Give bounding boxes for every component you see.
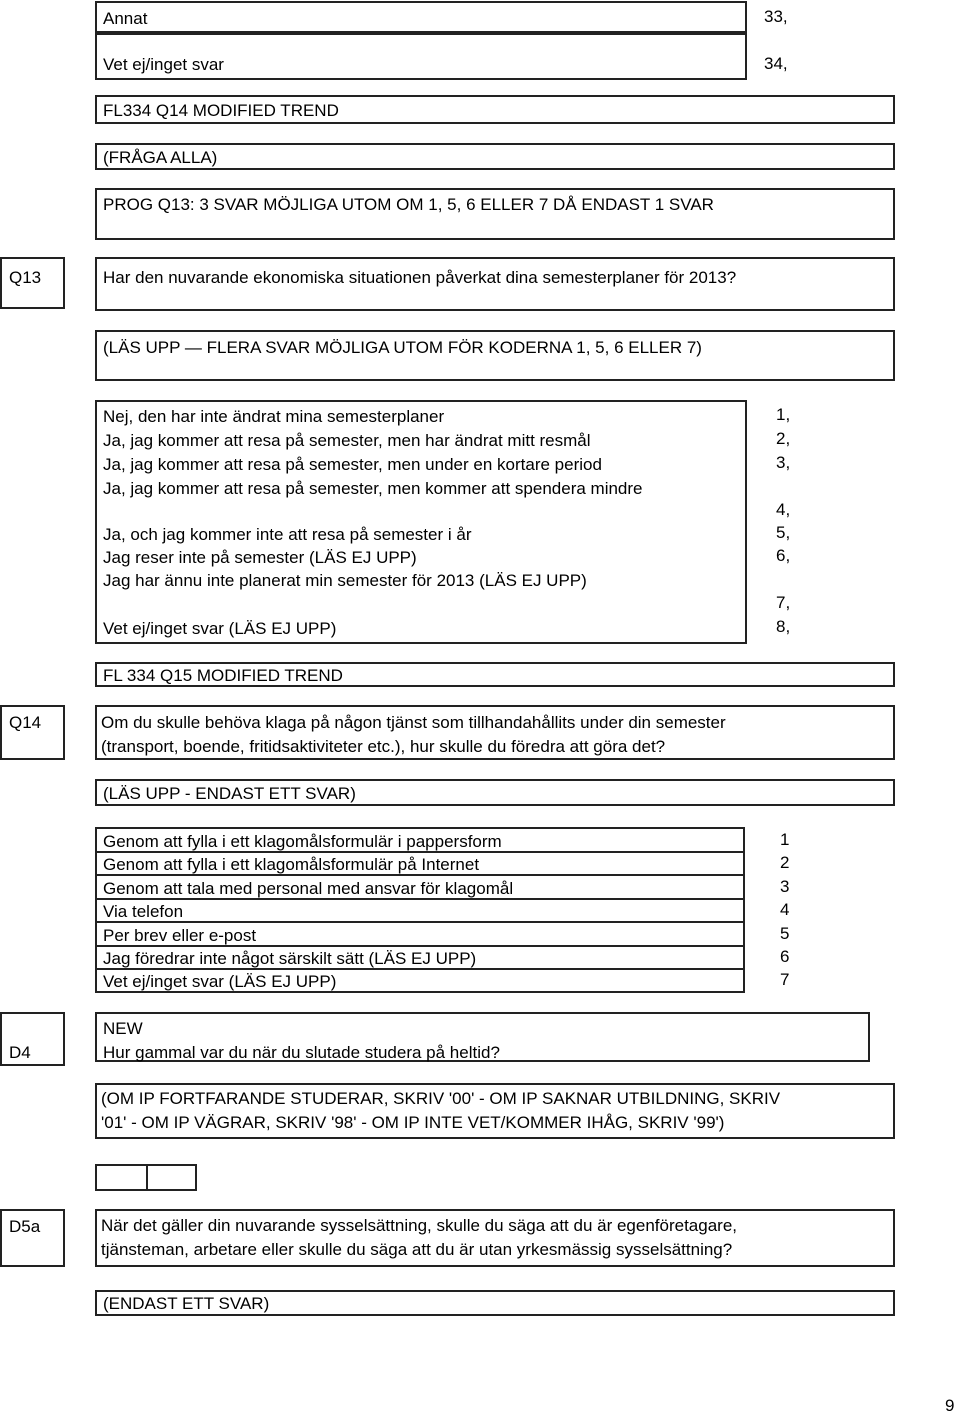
q13-instruction-box	[95, 330, 895, 381]
option-code: 1,	[776, 405, 791, 424]
q14-label-box	[0, 705, 65, 760]
option-code: 1	[780, 830, 790, 849]
d5a-question-box	[95, 1209, 895, 1267]
d5a-instruction-box	[95, 1290, 895, 1316]
option-text: Vet ej/inget svar (LÄS EJ UPP)	[103, 619, 337, 638]
option-code: 6	[780, 947, 790, 966]
option-code: 3	[780, 877, 790, 896]
page-number: 9	[945, 1396, 955, 1415]
option-text: Per brev eller e-post	[103, 926, 257, 945]
option-text: Jag har ännu inte planerat min semester för 2013 (LÄS EJ UPP)	[103, 571, 587, 590]
option-text: Vet ej/inget svar	[103, 55, 224, 74]
option-text: Annat	[103, 9, 148, 28]
option-text: Ja, jag kommer att resa på semester, men kommer att spendera mindre	[103, 479, 643, 498]
question-label: Q14	[9, 713, 42, 732]
row-divider	[95, 898, 745, 900]
question-text: Har den nuvarande ekonomiska situationen påverkat dina semesterplaner för 2013?	[103, 268, 737, 287]
row-divider	[95, 945, 745, 947]
q13-label-box	[0, 257, 65, 309]
age-digit-box-1[interactable]	[95, 1164, 148, 1191]
trend-text: FL334 Q14 MODIFIED TREND	[103, 101, 339, 120]
trend-text: FL 334 Q15 MODIFIED TREND	[103, 666, 343, 685]
option-code: 5	[780, 924, 790, 943]
d5a-label-box	[0, 1209, 65, 1267]
question-text: (transport, boende, fritidsaktiviteter etc.), hur skulle du föredra att göra det?	[101, 737, 666, 756]
option-code: 4,	[776, 500, 791, 519]
instruction-text: (OM IP FORTFARANDE STUDERAR, SKRIV '00' - OM IP SAKNAR UTBILDNING, SKRIV	[101, 1089, 781, 1108]
row-divider	[95, 874, 745, 876]
row-divider	[95, 851, 745, 853]
q14-question-box	[95, 705, 895, 760]
option-code: 7	[780, 970, 790, 989]
question-text: Hur gammal var du när du slutade studera på heltid?	[103, 1043, 500, 1062]
new-tag: NEW	[103, 1019, 143, 1038]
option-text: Jag föredrar inte något särskilt sätt (LÄS EJ UPP)	[103, 949, 477, 968]
prog-note	[95, 188, 895, 240]
option-code: 2	[780, 853, 790, 872]
d4-question-box	[95, 1012, 870, 1062]
ask-all-text: (FRÅGA ALLA)	[103, 148, 218, 167]
ask-all-note	[95, 143, 895, 170]
trend-header-1	[95, 95, 895, 124]
question-text: När det gäller din nuvarande sysselsättning, skulle du säga att du är egenföretagare,	[101, 1216, 738, 1235]
option-text: Jag reser inte på semester (LÄS EJ UPP)	[103, 548, 417, 567]
option-code: 6,	[776, 546, 791, 565]
option-text: Genom att fylla i ett klagomålsformulär på Internet	[103, 855, 480, 874]
option-code: 4	[780, 900, 790, 919]
option-text: Ja, jag kommer att resa på semester, men har ändrat mitt resmål	[103, 431, 591, 450]
option-text: Nej, den har inte ändrat mina semesterplaner	[103, 407, 445, 426]
d4-label-box	[0, 1012, 65, 1066]
option-text: Genom att fylla i ett klagomålsformulär i pappersform	[103, 832, 502, 851]
option-code: 33,	[764, 7, 788, 26]
option-text: Ja, och jag kommer inte att resa på semester i år	[103, 525, 472, 544]
question-label: D5a	[9, 1217, 41, 1236]
prog-text: PROG Q13: 3 SVAR MÖJLIGA UTOM OM 1, 5, 6 ELLER 7 DÅ ENDAST 1 SVAR	[103, 195, 714, 214]
q13-options-box	[95, 400, 747, 644]
option-code: 3,	[776, 453, 791, 472]
q13-question-box	[95, 257, 895, 311]
option-text: Via telefon	[103, 902, 184, 921]
d4-instruction-box	[95, 1083, 895, 1139]
age-digit-box-2[interactable]	[146, 1164, 197, 1191]
option-text: Ja, jag kommer att resa på semester, men under en kortare period	[103, 455, 602, 474]
trend-header-2	[95, 662, 895, 687]
q14-instruction-box	[95, 779, 895, 806]
option-text: Genom att tala med personal med ansvar för klagomål	[103, 879, 514, 898]
option-text: Vet ej/inget svar (LÄS EJ UPP)	[103, 972, 337, 991]
instruction-text: '01' - OM IP VÄGRAR, SKRIV '98' - OM IP INTE VET/KOMMER IHÅG, SKRIV '99')	[101, 1113, 725, 1132]
question-text: tjänsteman, arbetare eller skulle du säga att du är utan yrkesmässig sysselsättning?	[101, 1240, 733, 1259]
row-divider	[95, 968, 745, 970]
option-code: 8,	[776, 617, 791, 636]
row-vet-ej	[95, 33, 747, 80]
question-text: Om du skulle behöva klaga på någon tjänst som tillhandahållits under din semester	[101, 713, 726, 732]
option-code: 2,	[776, 429, 791, 448]
option-code: 34,	[764, 54, 788, 73]
instruction-text: (ENDAST ETT SVAR)	[103, 1294, 270, 1313]
instruction-text: (LÄS UPP — FLERA SVAR MÖJLIGA UTOM FÖR KODERNA 1, 5, 6 ELLER 7)	[103, 338, 702, 357]
row-annat	[95, 1, 747, 33]
row-divider	[95, 921, 745, 923]
question-label: D4	[9, 1043, 31, 1062]
question-label: Q13	[9, 268, 42, 287]
option-code: 7,	[776, 593, 791, 612]
option-code: 5,	[776, 523, 791, 542]
instruction-text: (LÄS UPP - ENDAST ETT SVAR)	[103, 784, 356, 803]
